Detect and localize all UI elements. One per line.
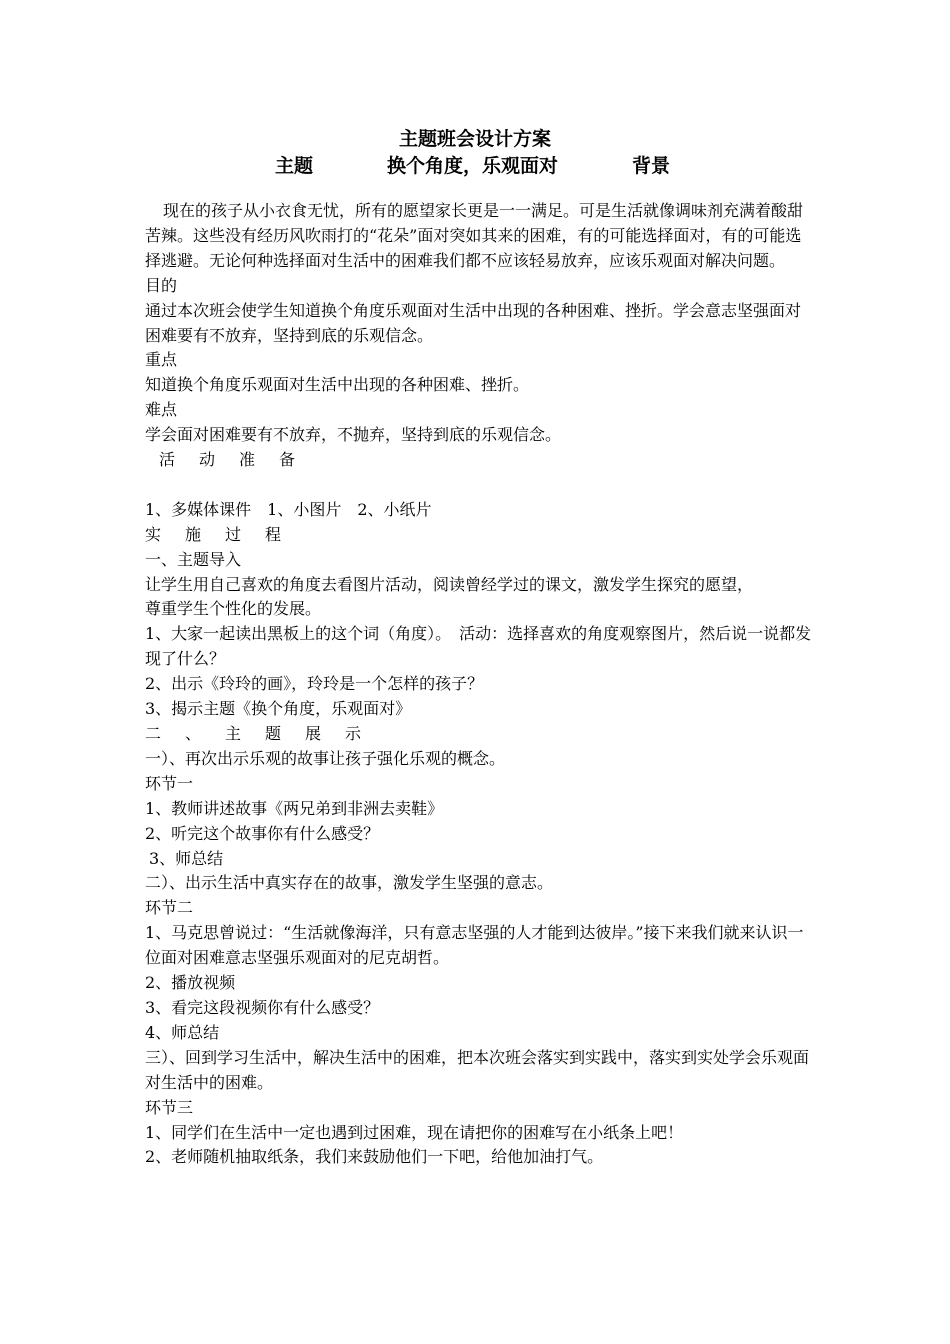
background-paragraph: 现在的孩子从小衣食无忧，所有的愿望家长更是一一满足。可是生活就像调味剂充满着酸甜苦辣。这些没有经历风吹雨打的“花朵”面对突如其来的困难，有的可能选择面对，有的可能选择逃避。无论何种选择面对生活中的困难我们都不应该轻易放弃，应该乐观面对解决问题。: [145, 201, 804, 270]
list-item: 1、大家一起读出黑板上的这个词（角度）。 活动：选择喜欢的角度观察图片，然后说一说都发现了什么？: [145, 624, 812, 669]
list-item: 2、出示《玲玲的画》，玲玲是一个怎样的孩子？: [145, 674, 484, 694]
list-item: 3、揭示主题《换个角度，乐观面对》: [145, 699, 412, 719]
list-item: 2、听完这个故事你有什么感受？: [145, 823, 380, 843]
section-heading-goal: 目的: [145, 275, 178, 295]
subtitle-label-theme: 主题: [275, 155, 314, 177]
key-point-paragraph: 知道换个角度乐观面对生活中出现的各种困难、挫折。: [145, 375, 530, 395]
subsection-heading: 三）、回到学习生活中，解决生活中的困难，把本次班会落实到实践中，落实到实处学会乐观面对生活中的困难。: [145, 1047, 810, 1092]
document-title: 主题班会设计方案: [398, 128, 551, 150]
list-item: 1、马克思曾说过：“生活就像海洋，只有意志坚强的人才能到达彼岸。”接下来我们就来认识一位面对困难意志坚强乐观面对的尼克胡哲。: [145, 923, 804, 968]
list-item: 4、师总结: [145, 1022, 220, 1042]
goal-paragraph: 通过本次班会使学生知道换个角度乐观面对生活中出现的各种困难、挫折。学会意志坚强面对困难要有不放弃，坚持到底的乐观信念。: [145, 300, 802, 345]
part-one-intro-continued: 尊重学生个性化的发展。: [145, 599, 322, 619]
document-body: [145, 199, 815, 1170]
difficulty-paragraph: 学会面对困难要有不放弃，不抛弃，坚持到底的乐观信念。: [145, 425, 562, 445]
document-subtitle: [0, 151, 950, 177]
preparation-list: 1、多媒体课件 1、小图片 2、小纸片: [145, 499, 432, 519]
list-item: 1、教师讲述故事《两兄弟到非洲去卖鞋》: [145, 798, 444, 818]
part-one-intro: 让学生用自己喜欢的角度去看图片活动，阅读曾经学过的课文，激发学生探究的愿望，: [145, 574, 754, 594]
section-heading-preparation: 活动准备: [159, 450, 320, 470]
step-label: 环节二: [145, 898, 194, 918]
subsection-heading: 二）、出示生活中真实存在的故事，激发学生坚强的意志。: [145, 873, 554, 893]
list-item: 3、看完这段视频你有什么感受？: [145, 997, 380, 1017]
step-label: 环节三: [145, 1097, 194, 1117]
section-heading-difficulty: 难点: [145, 400, 178, 420]
section-heading-key-point: 重点: [145, 350, 178, 370]
section-heading-process: 实施过程: [145, 524, 306, 544]
subtitle-theme-text: 换个角度，乐观面对: [387, 155, 559, 177]
part-two-heading: 二、主题展示: [145, 724, 386, 744]
part-one-heading: 一、主题导入: [145, 549, 242, 569]
list-item: 2、老师随机抽取纸条，我们来鼓励他们一下吧，给他加油打气。: [145, 1147, 604, 1167]
list-item: 2、播放视频: [145, 973, 236, 993]
blank-line: [145, 473, 815, 498]
list-item: 3、师总结: [149, 848, 224, 868]
subsection-heading: 一）、再次出示乐观的故事让孩子强化乐观的概念。: [145, 748, 506, 768]
list-item: 1、同学们在生活中一定也遇到过困难，现在请把你的困难写在小纸条上吧！: [145, 1122, 684, 1142]
step-label: 环节一: [145, 773, 194, 793]
subtitle-label-background: 背景: [632, 155, 671, 177]
